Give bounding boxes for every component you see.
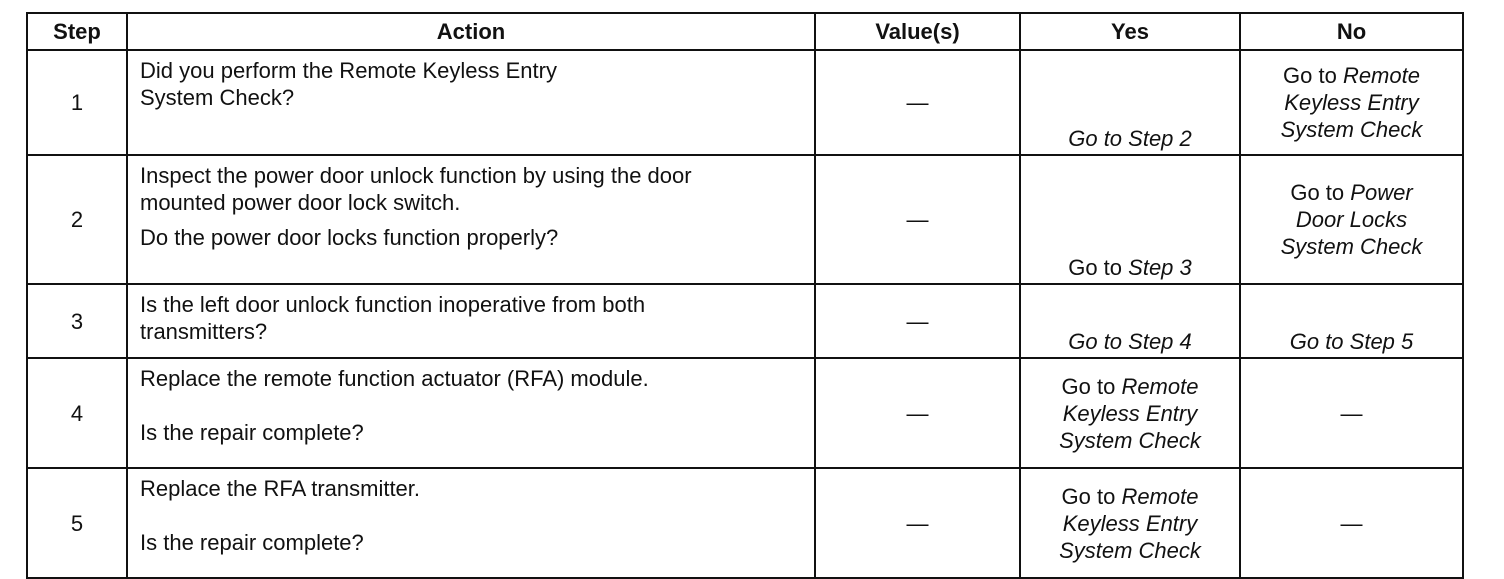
no-text: — <box>1340 400 1363 426</box>
yes-text: Go to Step 4 <box>1068 329 1192 354</box>
header-row <box>27 13 1463 50</box>
no-text: Go to Step 5 <box>1289 329 1414 354</box>
no-cell <box>1240 358 1463 468</box>
yes-prefix: Go to <box>1061 483 1116 509</box>
action-cell <box>127 155 815 284</box>
no-text: Remote <box>1342 63 1420 88</box>
yes-text: System Check <box>1059 537 1201 563</box>
value-cell <box>815 284 1020 358</box>
action-cell <box>127 284 815 358</box>
yes-text: Remote <box>1121 373 1199 399</box>
action-cell <box>127 468 815 578</box>
no-prefix: Go to <box>1283 63 1337 88</box>
value-text: — <box>906 207 929 232</box>
value-text: — <box>906 90 929 115</box>
header-yes: Yes <box>1020 13 1240 50</box>
no-text: System Check <box>1280 117 1423 142</box>
action-text: Replace the remote function actuator (RFA) module. <box>140 366 649 391</box>
table-row <box>27 468 1463 578</box>
value-text: — <box>906 400 929 426</box>
header-no: No <box>1240 13 1463 50</box>
yes-text: Step 3 <box>1128 255 1192 280</box>
header-action: Action <box>127 13 815 50</box>
value-cell <box>815 358 1020 468</box>
action-cell <box>127 50 815 155</box>
action-question: Do the power door locks function properly? <box>140 225 559 250</box>
action-text: Did you perform the Remote Keyless Entry <box>140 58 557 83</box>
action-text: System Check? <box>140 85 295 110</box>
yes-cell <box>1020 50 1240 155</box>
value-cell <box>815 50 1020 155</box>
yes-cell <box>1020 358 1240 468</box>
yes-cell <box>1020 468 1240 578</box>
action-text: Replace the RFA transmitter. <box>140 476 421 501</box>
yes-cell <box>1020 155 1240 284</box>
table-row <box>27 358 1463 468</box>
action-text: Is the left door unlock function inoperative from both <box>140 292 646 317</box>
table-row <box>27 284 1463 358</box>
header-step: Step <box>27 13 127 50</box>
header-values: Value(s) <box>815 13 1020 50</box>
no-text: Door Locks <box>1295 207 1408 232</box>
no-text: — <box>1340 510 1363 536</box>
value-text: — <box>906 510 929 536</box>
no-cell <box>1240 468 1463 578</box>
action-question: Is the repair complete? <box>140 530 364 555</box>
action-question: Is the repair complete? <box>140 420 364 445</box>
no-cell <box>1240 50 1463 155</box>
yes-cell <box>1020 284 1240 358</box>
step-number: 2 <box>27 155 127 284</box>
table-row <box>27 50 1463 155</box>
value-cell <box>815 468 1020 578</box>
table-row <box>27 155 1463 284</box>
no-text: Keyless Entry <box>1284 90 1419 115</box>
yes-text: Keyless Entry <box>1062 400 1198 426</box>
step-number: 3 <box>27 284 127 358</box>
value-cell <box>815 155 1020 284</box>
step-number: 1 <box>27 50 127 155</box>
no-cell <box>1240 284 1463 358</box>
step-number: 4 <box>27 358 127 468</box>
diagnostic-table <box>26 12 1464 579</box>
yes-prefix: Go to <box>1068 255 1123 280</box>
value-text: — <box>906 308 929 334</box>
yes-text: System Check <box>1059 427 1201 453</box>
yes-text: Keyless Entry <box>1062 510 1198 536</box>
no-text: System Check <box>1280 234 1423 259</box>
yes-text: Go to Step 2 <box>1068 126 1192 151</box>
yes-text: Remote <box>1121 483 1199 509</box>
step-number: 5 <box>27 468 127 578</box>
action-text: Inspect the power door unlock function by using the door <box>140 163 692 188</box>
no-text: Power <box>1350 180 1413 205</box>
yes-prefix: Go to <box>1061 373 1116 399</box>
action-cell <box>127 358 815 468</box>
no-cell <box>1240 155 1463 284</box>
action-text: mounted power door lock switch. <box>140 190 461 215</box>
action-text: transmitters? <box>140 319 268 344</box>
no-prefix: Go to <box>1290 180 1345 205</box>
